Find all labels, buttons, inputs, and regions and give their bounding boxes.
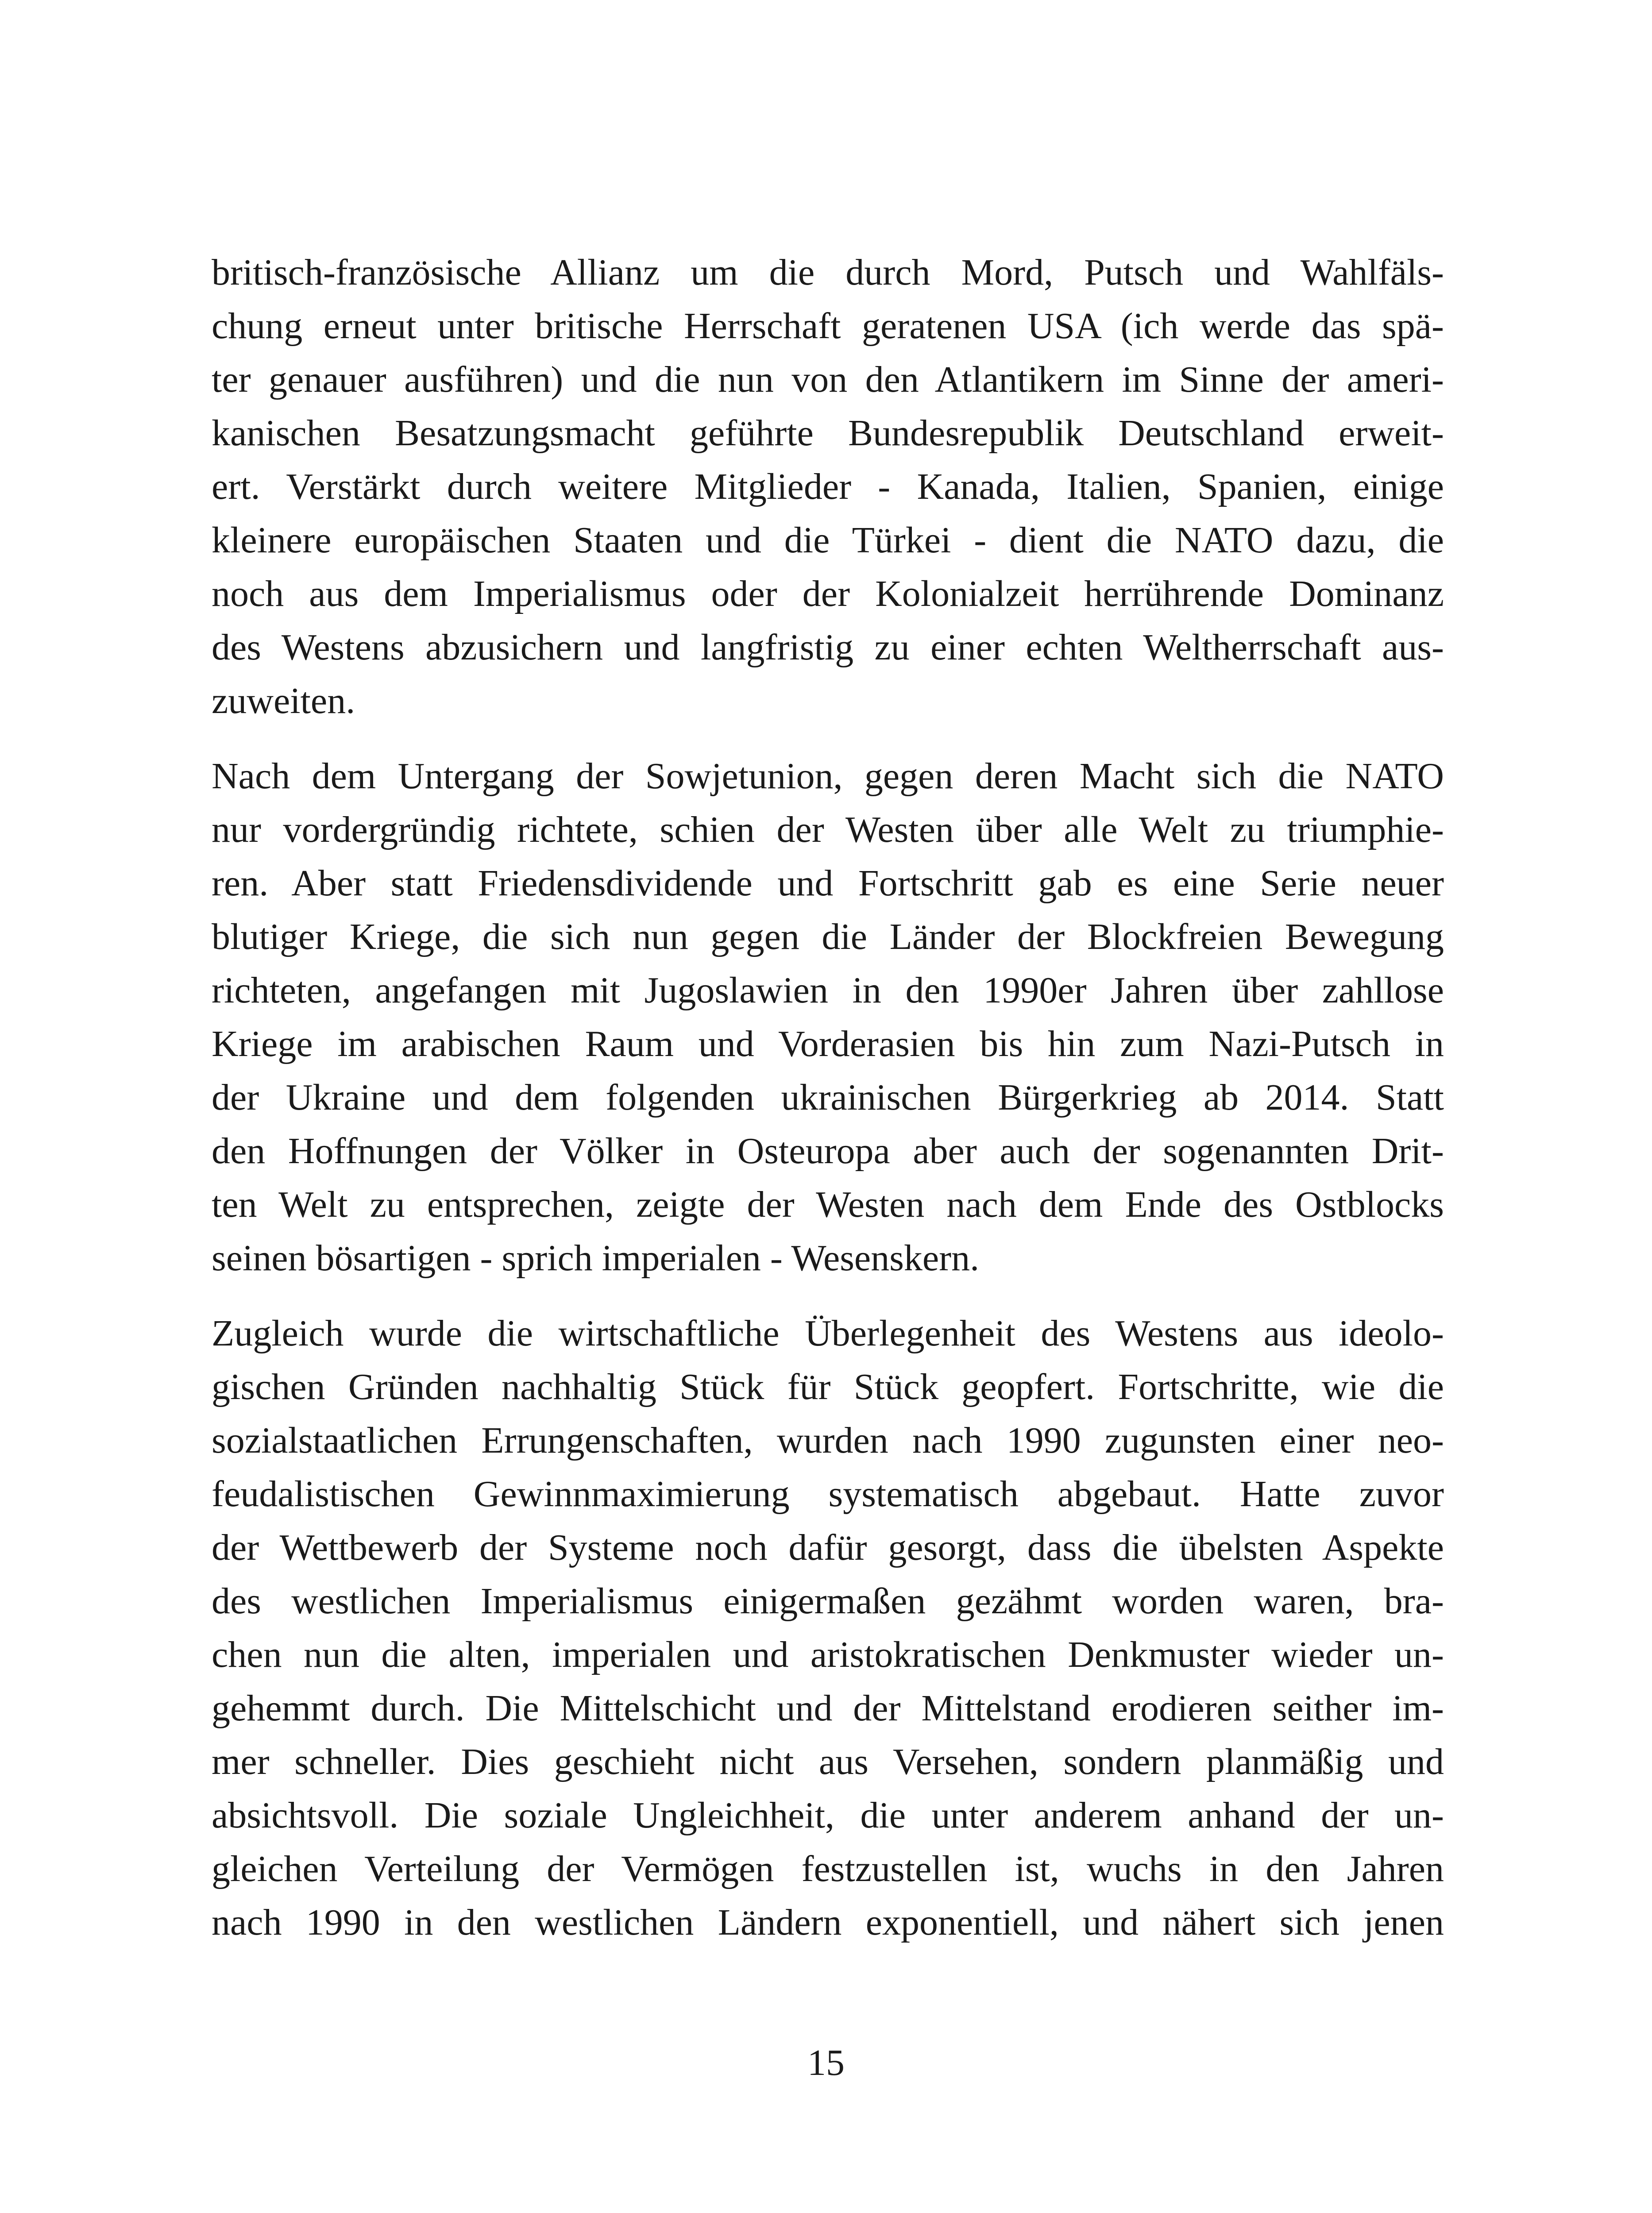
text-line: gleichen Verteilung der Vermögen festzustellen ist, wuchs in den Jahren bbox=[212, 1848, 1444, 1889]
text-line: des westlichen Imperialismus einigermaßen gezähmt worden waren, bra- bbox=[212, 1581, 1444, 1622]
text-line: Kriege im arabischen Raum und Vorderasien bis hin zum Nazi-Putsch in bbox=[212, 1023, 1444, 1064]
body-text bbox=[212, 246, 1444, 1971]
text-line: des Westens abzusichern und langfristig zu einer echten Weltherrschaft aus- bbox=[212, 627, 1444, 668]
paragraph bbox=[212, 1307, 1444, 1949]
text-line: britisch-französische Allianz um die durch Mord, Putsch und Wahlfäls- bbox=[212, 252, 1444, 293]
text-line: ter genauer ausführen) und die nun von den Atlantikern im Sinne der ameri- bbox=[212, 359, 1444, 400]
text-line: absichtsvoll. Die soziale Ungleichheit, die unter anderem anhand der un- bbox=[212, 1795, 1444, 1836]
text-line: Nach dem Untergang der Sowjetunion, gegen deren Macht sich die NATO bbox=[212, 756, 1444, 797]
paragraph bbox=[212, 246, 1444, 728]
text-line: chen nun die alten, imperialen und aristokratischen Denkmuster wieder un- bbox=[212, 1634, 1444, 1675]
paragraph bbox=[212, 749, 1444, 1285]
text-line: gehemmt durch. Die Mittelschicht und der Mittelstand erodieren seither im- bbox=[212, 1688, 1444, 1729]
text-line: feudalistischen Gewinnmaximierung systematisch abgebaut. Hatte zuvor bbox=[212, 1473, 1444, 1515]
text-line: nur vordergründig richtete, schien der Westen über alle Welt zu triumphie- bbox=[212, 809, 1444, 850]
text-line: mer schneller. Dies geschieht nicht aus Versehen, sondern planmäßig und bbox=[212, 1741, 1444, 1782]
text-line: kanischen Besatzungsmacht geführte Bundesrepublik Deutschland erweit- bbox=[212, 413, 1444, 454]
text-line: Zugleich wurde die wirtschaftliche Überlegenheit des Westens aus ideolo- bbox=[212, 1313, 1444, 1354]
text-line: ren. Aber statt Friedensdividende und Fortschritt gab es eine Serie neuer bbox=[212, 863, 1444, 904]
text-line: zuweiten. bbox=[212, 680, 355, 721]
text-line: kleinere europäischen Staaten und die Türkei - dient die NATO dazu, die bbox=[212, 520, 1444, 561]
text-line: ert. Verstärkt durch weitere Mitglieder - Kanada, Italien, Spanien, einige bbox=[212, 466, 1444, 507]
text-line: sozialstaatlichen Errungenschaften, wurden nach 1990 zugunsten einer neo- bbox=[212, 1420, 1444, 1461]
text-line: den Hoffnungen der Völker in Osteuropa aber auch der sogenannten Drit- bbox=[212, 1130, 1444, 1172]
text-line: noch aus dem Imperialismus oder der Kolonialzeit herrührende Dominanz bbox=[212, 573, 1444, 614]
text-line: nach 1990 in den westlichen Ländern exponentiell, und nähert sich jenen bbox=[212, 1902, 1444, 1943]
text-line: ten Welt zu entsprechen, zeigte der Westen nach dem Ende des Ostblocks bbox=[212, 1184, 1444, 1225]
text-line: blutiger Kriege, die sich nun gegen die Länder der Blockfreien Bewegung bbox=[212, 916, 1444, 957]
text-line: chung erneut unter britische Herrschaft geratenen USA (ich werde das spä- bbox=[212, 305, 1444, 347]
text-line: richteten, angefangen mit Jugoslawien in den 1990er Jahren über zahllose bbox=[212, 970, 1444, 1011]
text-line: der Wettbewerb der Systeme noch dafür gesorgt, dass die übelsten Aspekte bbox=[212, 1527, 1444, 1568]
text-line: gischen Gründen nachhaltig Stück für Stück geopfert. Fortschritte, wie die bbox=[212, 1366, 1444, 1407]
text-line: der Ukraine und dem folgenden ukrainischen Bürgerkrieg ab 2014. Statt bbox=[212, 1077, 1444, 1118]
page-number: 15 bbox=[807, 2042, 845, 2083]
text-line: seinen bösartigen - sprich imperialen - Wesenskern. bbox=[212, 1238, 980, 1279]
